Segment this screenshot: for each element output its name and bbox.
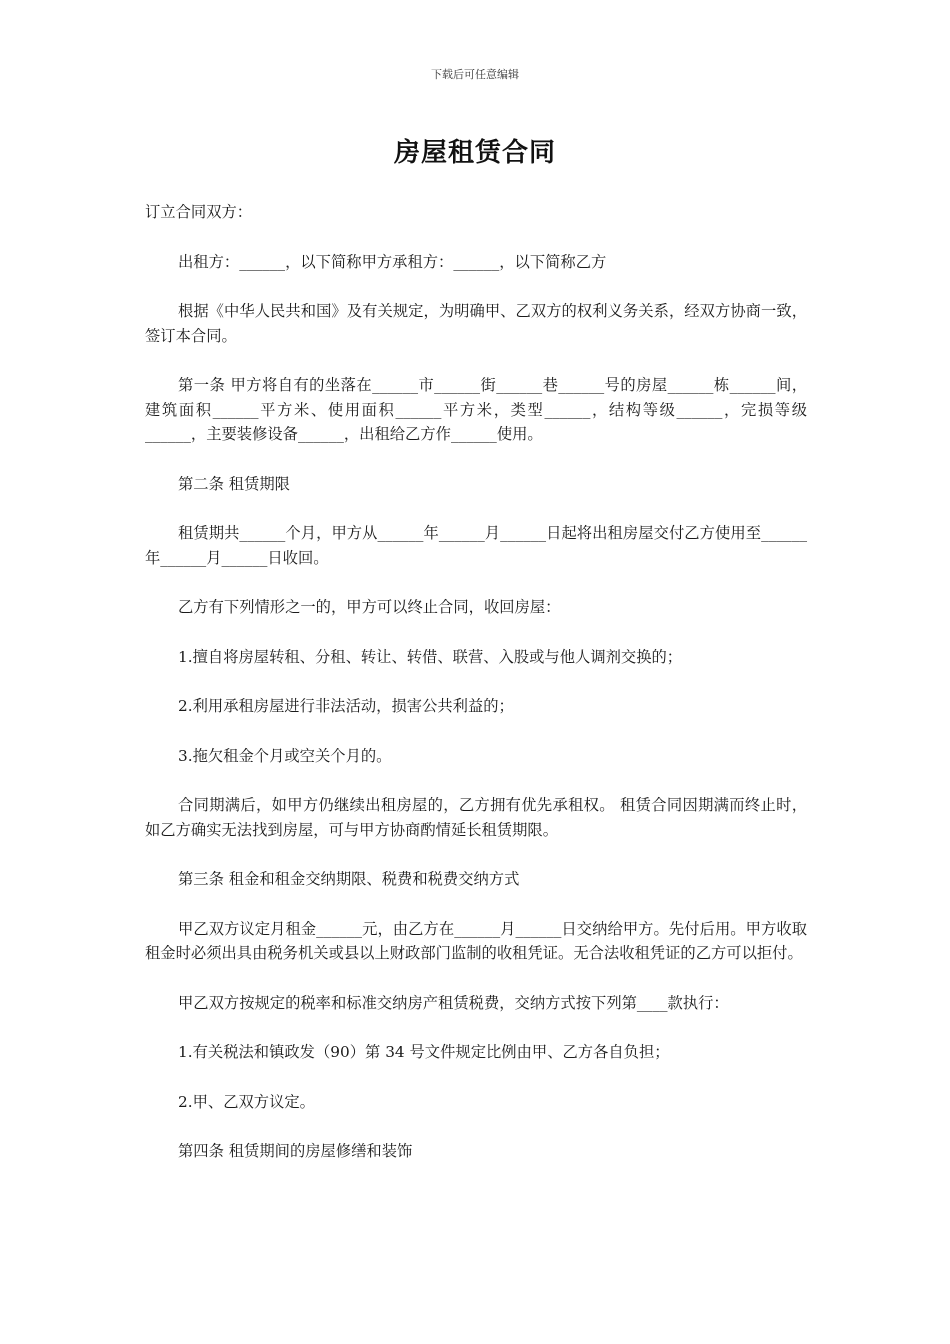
document-title: 房屋租赁合同	[393, 138, 556, 168]
paragraph: 租赁期共______个月，甲方从______年______月______日起将出租房屋交付乙方使用至______年______月______日收回。	[145, 524, 807, 567]
header-note: 下载后可任意编辑	[431, 68, 519, 81]
paragraph: 2.利用承租房屋进行非法活动，损害公共利益的；	[178, 697, 514, 715]
paragraph: 出租方：______，以下简称甲方承租方：______，以下简称乙方	[178, 252, 607, 271]
paragraph: 订立合同双方：	[145, 203, 253, 221]
paragraph: 第四条 租赁期间的房屋修缮和装饰	[178, 1142, 413, 1160]
paragraph: 乙方有下列情形之一的，甲方可以终止合同，收回房屋：	[178, 598, 561, 616]
paragraph: 第二条 租赁期限	[178, 474, 290, 493]
paragraph: 2.甲、乙双方议定。	[178, 1092, 315, 1111]
paragraph: 根据《中华人民共和国》及有关规定，为明确甲、乙双方的权利义务关系，经双方协商一致，签订本合同。	[145, 302, 807, 345]
paragraph: 甲乙双方议定月租金______元，由乙方在______月______日交纳给甲方。先付后用。甲方收取租金时必须出具由税务机关或县以上财政部门监制的收租凭证。无合法收租凭证的乙方可以拒付。	[145, 919, 807, 962]
paragraph: 甲乙双方按规定的税率和标准交纳房产租赁税费，交纳方式按下列第____款执行：	[178, 993, 729, 1012]
document-body	[145, 200, 807, 1189]
paragraph: 1.有关税法和镇政发（90）第 34 号文件规定比例由甲、乙方各自负担；	[178, 1043, 670, 1061]
paragraph: 第三条 租金和租金交纳期限、税费和税费交纳方式	[178, 870, 520, 888]
paragraph: 3.拖欠租金个月或空关个月的。	[178, 746, 392, 765]
paragraph: 第一条 甲方将自有的坐落在______市______街______巷______号的房屋______栋______间，建筑面积______平方米、使用面积______平方米，类型______，结构等级______，完损等级______，主要装修设备______，出租给乙方作______使用。	[145, 376, 807, 443]
paragraph: 1.擅自将房屋转租、分租、转让、转借、联营、入股或与他人调剂交换的；	[178, 647, 683, 666]
paragraph: 合同期满后，如甲方仍继续出租房屋的，乙方拥有优先承租权。 租赁合同因期满而终止时，如乙方确实无法找到房屋，可与甲方协商酌情延长租赁期限。	[145, 796, 807, 839]
